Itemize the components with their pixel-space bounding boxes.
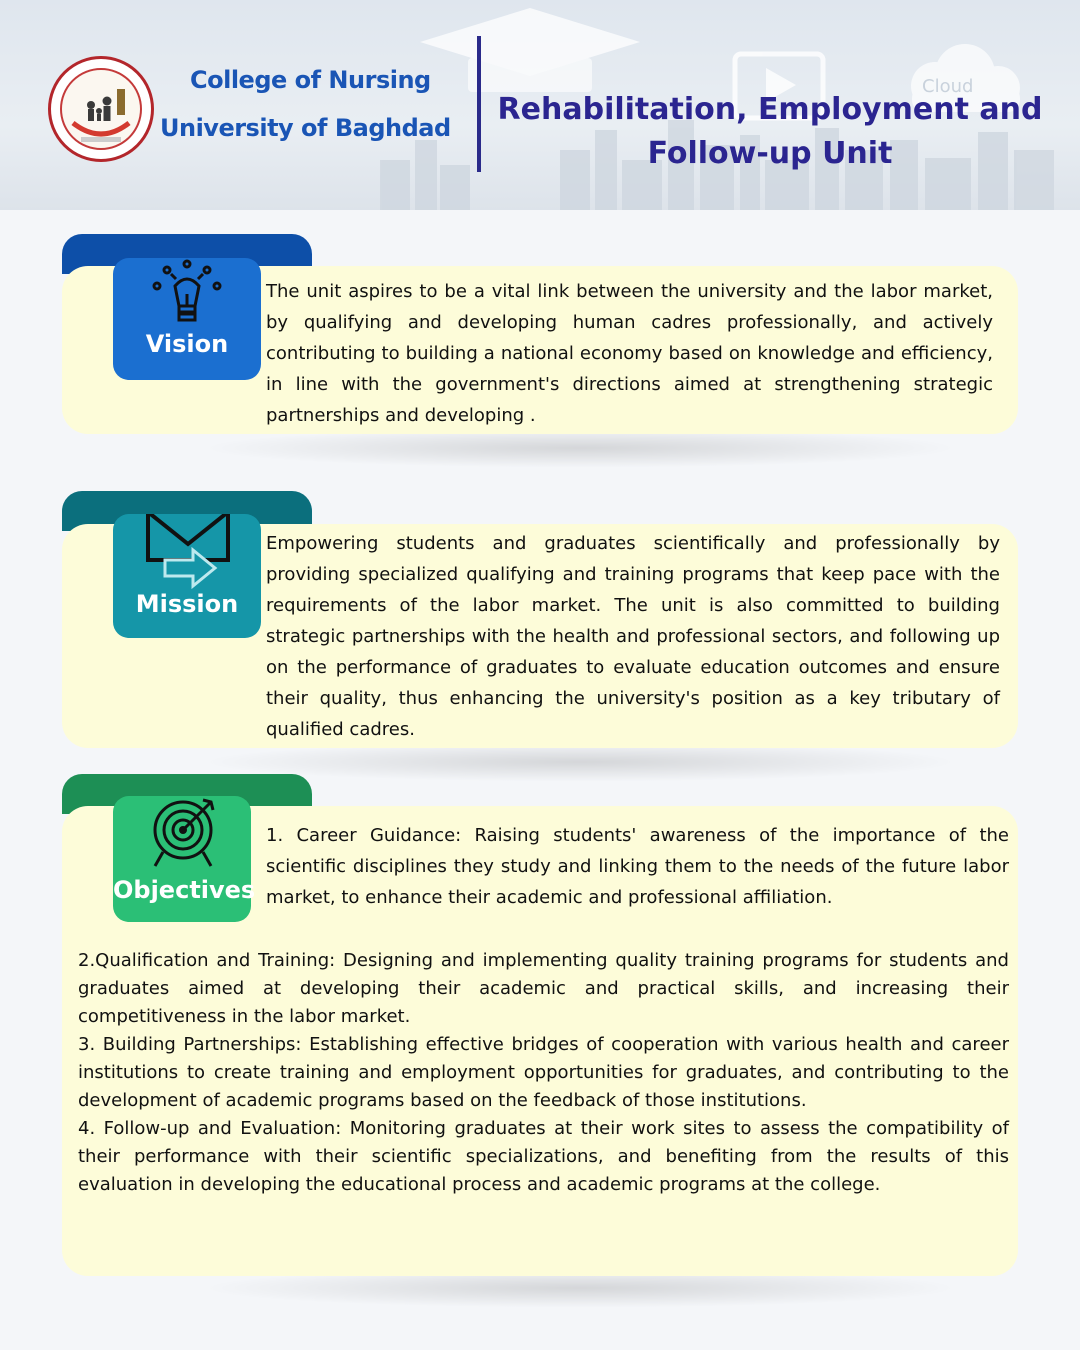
unit-title-line2: Follow-up Unit	[647, 136, 893, 171]
college-name-block	[160, 62, 460, 146]
vision-label: Vision	[145, 330, 229, 358]
college-name: College of Nursing	[190, 66, 431, 94]
lightbulb-icon	[113, 258, 261, 338]
objectives-list	[78, 947, 1009, 1199]
target-icon	[113, 796, 251, 876]
header-divider	[477, 36, 481, 172]
envelope-arrow-icon	[113, 514, 261, 594]
mission-label: Mission	[135, 590, 239, 618]
vision-badge	[113, 258, 261, 380]
header-banner	[0, 0, 1080, 210]
objectives-item-2: 2.Qualification and Training: Designing and implementing quality training programs for students and graduates aimed at developing their academic and practical skills, and increasing their competitiveness in the labor market.	[78, 950, 1009, 1027]
decor-cloud-text: Cloud	[922, 76, 974, 97]
mission-card-shadow	[200, 742, 960, 782]
university-seal-logo	[48, 56, 154, 162]
objectives-item-3: 3. Building Partnerships: Establishing effective bridges of cooperation with various health and career institutions to create training and employment opportunities for graduates, and contributing to the development of academic programs based on the feedback of those institutions.	[78, 1034, 1009, 1111]
mission-text: Empowering students and graduates scientifically and professionally by providing specialized qualifying and training programs that keep pace with the requirements of the labor market. The unit is also committed to building strategic partnerships with the health and professional sectors, and following up on the performance of graduates to evaluate education outcomes and ensure their quality, thus enhancing the university's position as a key tributary of qualified cadres.	[266, 533, 1000, 740]
vision-card-shadow	[200, 428, 960, 468]
unit-title	[492, 88, 1048, 176]
objectives-item-1: 1. Career Guidance: Raising students' awareness of the importance of the scientific disciplines they study and linking them to the needs of the future labor market, to enhance their academic and professional affiliation.	[266, 825, 1009, 908]
objectives-badge	[113, 796, 256, 922]
vision-text: The unit aspires to be a vital link between the university and the labor market, by qualifying and developing human cadres professionally, and actively contributing to building a national economy based on knowledge and efficiency, in line with the government's directions aimed at strengthening strategic partnerships and developing .	[266, 281, 993, 426]
university-name: University of Baghdad	[160, 114, 451, 142]
university-seal-icon	[51, 59, 151, 159]
unit-title-line1: Rehabilitation, Employment and	[497, 92, 1043, 127]
objectives-label: Objectives	[113, 876, 256, 904]
mission-badge	[113, 514, 261, 638]
objectives-item-4: 4. Follow-up and Evaluation: Monitoring graduates at their work sites to assess the compatibility of their performance with their scientific specializations, and benefiting from the results of this evaluation in developing the educational process and academic programs at the college.	[78, 1118, 1009, 1195]
